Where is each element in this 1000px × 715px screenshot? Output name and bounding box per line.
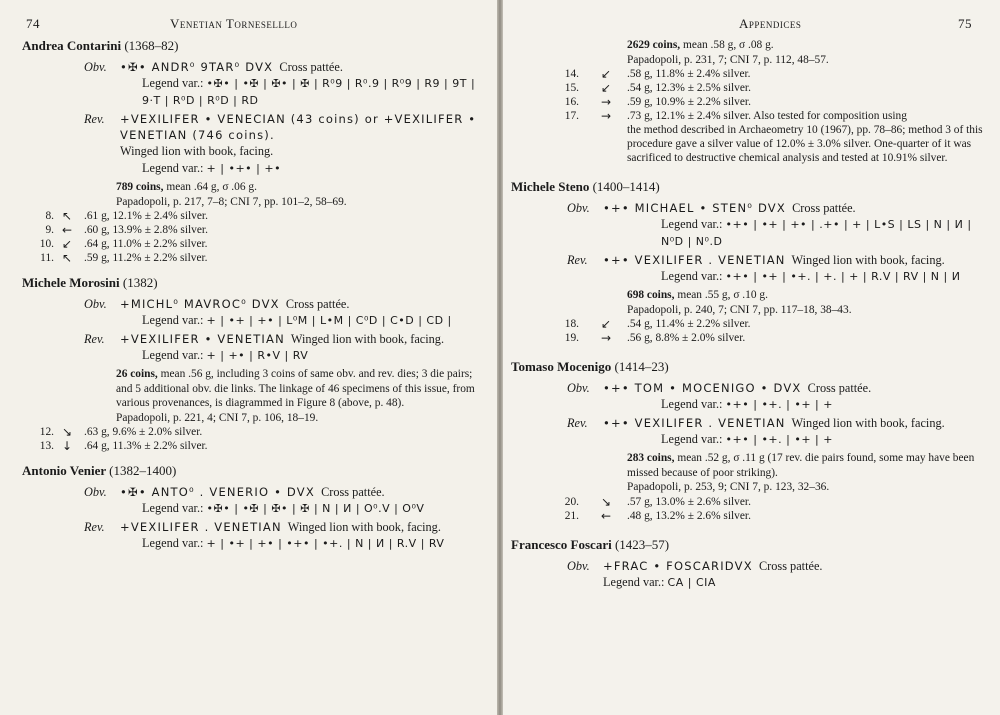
die-axis-arrow-icon: ↙ (601, 317, 612, 331)
hoard-summary (627, 38, 988, 53)
reverse-inscription: •+• VEXILIFER . VENETIAN (603, 416, 786, 430)
obverse-inscription: •+• TOM • MOCENIGO • DVX (603, 381, 802, 395)
reverse-label: Rev. (567, 253, 588, 267)
reverse-line (22, 331, 483, 347)
specimen-value: .59 g, 11.2% ± 2.2% silver. (84, 252, 208, 264)
specimen-row (511, 109, 988, 123)
obverse-description: Cross pattée. (279, 60, 343, 74)
die-axis-arrow-icon: ↓ (62, 439, 73, 453)
reverse-legend-variants (142, 160, 483, 177)
obverse-inscription: •✠• ANTO⁰ . VENERIO • DVX (120, 485, 315, 499)
reverse-inscription: •+• VEXILIFER . VENETIAN (603, 253, 786, 267)
ruler-dates: (1382) (122, 275, 158, 290)
ruler-heading (22, 38, 483, 54)
obverse-line (511, 558, 988, 574)
legend-label: Legend var.: (142, 501, 204, 515)
reverse-label: Rev. (84, 112, 105, 126)
specimen-number: 20. (564, 495, 579, 508)
specimen-row (22, 237, 483, 251)
legend-values: •✠• | •✠ | ✠• | ✠ | R⁰9 | R⁰.9 | R⁰9 | R9 | 9T | 9·T | R⁰D | R⁰D | RD (142, 77, 476, 107)
right-page (503, 0, 1000, 715)
coin-stats: mean .55 g, σ .10 g. (677, 289, 768, 301)
legend-values: + | •+ | +• | •+• | •+. | N | И | R.V | RV (206, 537, 445, 550)
ruler-heading (511, 537, 988, 553)
coin-count: 26 coins, (116, 368, 158, 380)
specimen-value: .58 g, 11.8% ± 2.4% silver. (627, 68, 751, 80)
specimen-number: 13. (39, 440, 54, 452)
reverse-label: Rev. (84, 520, 105, 534)
legend-label: Legend var.: (142, 536, 204, 550)
ruler-dates: (1414–23) (614, 359, 669, 374)
legend-values: •+• | •+. | •+ | + (725, 433, 833, 446)
specimen-number: 8. (45, 210, 54, 222)
legend-label: Legend var.: (142, 313, 204, 327)
reverse-line (511, 252, 988, 268)
ruler-dates: (1423–57) (614, 536, 670, 552)
die-axis-arrow-icon: ← (62, 223, 73, 237)
specimen-value: .54 g, 11.4% ± 2.2% silver. (627, 318, 751, 330)
ruler-name: Michele Morosini (22, 275, 120, 290)
obverse-legend-variants (661, 216, 988, 250)
specimen-row (22, 425, 483, 439)
specimen-number: 18. (564, 318, 579, 330)
reverse-legend-variants (142, 535, 483, 552)
legend-values: •+• | •+. | •+ | + (725, 398, 833, 411)
reverse-inscription: +VEXILIFER • VENETIAN (120, 332, 285, 346)
specimen-list (511, 317, 988, 345)
legend-values: •+• | •+ | •+. | +. | + | R.V | RV | N | И (725, 270, 961, 283)
specimen-value: .54 g, 12.3% ± 2.5% silver. (627, 82, 751, 94)
ruler-heading (511, 359, 988, 375)
catalog-reference: Papadopoli, p. 221, 4; CNI 7, p. 106, 18–19. (116, 411, 319, 424)
die-axis-arrow-icon: ← (601, 508, 612, 523)
obverse-description: Cross pattée. (807, 381, 872, 395)
coin-count: 283 coins, (627, 452, 675, 464)
specimen-list (511, 495, 988, 523)
coin-count: 2629 coins, (627, 39, 681, 51)
reverse-legend-variants (661, 431, 988, 448)
specimen-number: 9. (45, 224, 54, 236)
hoard-summary (627, 451, 988, 480)
page-number: 74 (26, 16, 40, 31)
running-head (511, 14, 988, 38)
obverse-legend-variants (661, 396, 988, 413)
ruler-dates: (1382–1400) (109, 463, 177, 478)
obverse-label: Obv. (567, 201, 590, 215)
reverse-line (22, 111, 483, 143)
reverse-line (511, 415, 988, 431)
die-axis-arrow-icon: → (601, 95, 612, 109)
specimen-value: .57 g, 13.0% ± 2.6% silver. (627, 495, 751, 508)
specimen-number: 16. (564, 96, 579, 108)
specimen-number: 21. (564, 509, 579, 522)
reverse-label: Rev. (84, 332, 105, 346)
legend-values: •+• | •+ | +• | .+• | + | L•S | LS | N | И | N⁰D | N⁰.D (661, 218, 972, 248)
reverse-description: Winged lion with book, facing. (791, 253, 945, 267)
die-axis-arrow-icon: ↙ (62, 237, 73, 251)
die-axis-arrow-icon: ↘ (601, 494, 612, 509)
specimen-row (22, 439, 483, 453)
die-axis-arrow-icon: ↖ (62, 251, 73, 265)
running-title: Venetian Torneselllo (170, 16, 298, 31)
obverse-legend-variants (142, 75, 483, 109)
obverse-line (22, 296, 483, 312)
reverse-description: Winged lion with book, facing. (120, 144, 274, 158)
reverse-legend-variants (661, 268, 988, 285)
ruler-section (511, 537, 988, 591)
die-axis-arrow-icon: → (601, 331, 612, 345)
specimen-list (511, 67, 988, 123)
running-head (22, 14, 483, 38)
specimen-row (511, 331, 988, 345)
ruler-section (511, 179, 988, 345)
hoard-summary (116, 367, 483, 411)
legend-label: Legend var.: (661, 432, 723, 446)
ruler-name: Francesco Foscari (511, 536, 612, 552)
reverse-inscription: +VEXILIFER • VENECIAN (43 coins) or +VEXILIFER • VENETIAN (746 coins). (120, 112, 477, 142)
specimen-row (511, 509, 988, 523)
legend-values: + | +• | R•V | RV (206, 349, 309, 362)
coin-stats: mean .58 g, σ .08 g. (683, 39, 774, 51)
specimen-list (22, 209, 483, 265)
reverse-description: Winged lion with book, facing. (791, 416, 945, 430)
specimen-value: .63 g, 9.6% ± 2.0% silver. (84, 426, 203, 438)
obverse-label: Obv. (84, 485, 107, 499)
specimen-row (511, 81, 988, 95)
specimen-number: 11. (40, 252, 54, 264)
reverse-description: Winged lion with book, facing. (287, 520, 441, 534)
coin-stats: mean .56 g, including 3 coins of same obv. and rev. dies; 3 die pairs; and 5 additional obv. die links. The linkage of 46 specimens of this issue, from various provenances, is diagrammed in Figure 8 (above, p. 48). (116, 368, 475, 409)
catalog-reference: Papadopoli, p. 231, 7; CNI 7, p. 112, 48–57. (627, 53, 829, 66)
ruler-name: Michele Steno (511, 179, 590, 194)
page-number: 75 (958, 16, 972, 31)
specimen-number: 14. (564, 68, 579, 80)
obverse-label: Obv. (567, 381, 590, 395)
die-axis-arrow-icon: ↘ (62, 425, 73, 439)
obverse-line (511, 380, 988, 396)
obverse-line (511, 200, 988, 216)
obverse-label: Obv. (567, 558, 590, 573)
coin-count: 789 coins, (116, 181, 164, 193)
ruler-heading (511, 179, 988, 195)
specimen-value: .73 g, 12.1% ± 2.4% silver. Also tested for composition using (627, 110, 907, 122)
ruler-dates: (1400–1414) (592, 179, 660, 194)
catalog-reference: Papadopoli, p. 253, 9; CNI 7, p. 123, 32–36. (627, 481, 830, 493)
specimen-value: .64 g, 11.3% ± 2.2% silver. (84, 440, 208, 452)
catalog-reference: Papadopoli, p. 217, 7–8; CNI 7, pp. 101–2, 58–69. (116, 195, 347, 208)
obverse-line (22, 484, 483, 500)
legend-label: Legend var.: (661, 397, 723, 411)
obverse-description: Cross pattée. (321, 485, 385, 499)
left-page (0, 0, 497, 715)
legend-values: + | •+ | +• | L⁰M | L•M | C⁰D | C•D | CD | (206, 314, 452, 327)
specimen-number: 15. (564, 82, 579, 94)
obverse-description: Cross pattée. (792, 201, 856, 215)
reverse-description: Winged lion with book, facing. (290, 332, 445, 346)
ruler-section (22, 275, 483, 453)
specimen-number: 12. (39, 426, 54, 438)
obverse-legend-variants (142, 500, 483, 517)
running-title: Appendices (739, 16, 802, 31)
specimen-number: 17. (564, 110, 579, 122)
specimen-list (22, 425, 483, 453)
die-axis-arrow-icon: → (601, 109, 612, 123)
specimen-note: the method described in Archaeometry 10 (1967), pp. 78–86; method 3 of this procedure gave a silver value of 12.0% ± 3.0% silver. One-quarter of it was sacrificed to destructive chemical analysis and tested at 10.91% silver. (627, 124, 983, 164)
ruler-name: Tomaso Mocenigo (511, 359, 612, 374)
ruler-dates: (1368–82) (124, 38, 179, 53)
ruler-heading (22, 463, 483, 479)
specimen-value: .48 g, 13.2% ± 2.6% silver. (627, 509, 751, 522)
specimen-row (22, 223, 483, 237)
hoard-summary (627, 288, 988, 303)
obverse-description: Cross pattée. (758, 558, 823, 573)
legend-values: + | •+• | +• (206, 162, 282, 175)
coin-stats: mean .64 g, σ .06 g. (166, 181, 257, 193)
ruler-section (511, 359, 988, 523)
legend-label: Legend var.: (661, 217, 723, 231)
specimen-value: .61 g, 12.1% ± 2.4% silver. (84, 210, 208, 222)
legend-label: Legend var.: (142, 348, 204, 362)
specimen-number: 10. (39, 238, 54, 250)
reverse-label: Rev. (567, 416, 588, 430)
specimen-row (511, 495, 988, 509)
obverse-inscription: •+• MICHAEL • STEN⁰ DVX (603, 201, 786, 215)
specimen-number: 19. (564, 332, 579, 344)
legend-label: Legend var.: (603, 574, 665, 589)
obverse-legend-variants (142, 312, 483, 329)
ruler-name: Andrea Contarini (22, 38, 122, 53)
obverse-inscription: +FRAC • FOSCARIDVX (603, 558, 753, 573)
reverse-legend-variants (142, 347, 483, 364)
coin-count: 698 coins, (627, 289, 675, 301)
specimen-row (511, 67, 988, 81)
specimen-row (511, 317, 988, 331)
obverse-inscription: +MICHL⁰ MAVROC⁰ DVX (120, 297, 280, 311)
ruler-name: Antonio Venier (22, 463, 106, 478)
ruler-section (22, 463, 483, 552)
reverse-line (22, 519, 483, 535)
die-axis-arrow-icon: ↙ (601, 67, 612, 81)
obverse-label: Obv. (84, 60, 107, 74)
catalog-reference: Papadopoli, p. 240, 7; CNI 7, pp. 117–18, 38–43. (627, 303, 852, 316)
coin-stats: mean .52 g, σ .11 g (17 rev. die pairs found, some may have been missed because of poor striking). (627, 452, 975, 479)
reverse-inscription: +VEXILIFER . VENETIAN (120, 520, 282, 534)
legend-label: Legend var.: (142, 161, 204, 175)
legend-values: CA | CIA (667, 575, 716, 589)
die-axis-arrow-icon: ↙ (601, 81, 612, 95)
obverse-label: Obv. (84, 297, 107, 311)
obverse-line (22, 59, 483, 75)
specimen-row (22, 209, 483, 223)
specimen-value: .56 g, 8.8% ± 2.0% silver. (627, 332, 746, 344)
specimen-row (511, 95, 988, 109)
legend-label: Legend var.: (142, 76, 204, 90)
specimen-value: .60 g, 13.9% ± 2.8% silver. (84, 224, 208, 236)
ruler-section (22, 38, 483, 265)
legend-values: •✠• | •✠ | ✠• | ✠ | N | И | O⁰.V | O⁰V (206, 502, 425, 515)
obverse-description: Cross pattée. (285, 297, 350, 311)
obverse-inscription: •✠• ANDR⁰ 9TAR⁰ DVX (120, 60, 274, 74)
ruler-heading (22, 275, 483, 291)
specimen-value: .59 g, 10.9% ± 2.2% silver. (627, 96, 751, 108)
specimen-row (22, 251, 483, 265)
hoard-summary (116, 180, 483, 195)
legend-label: Legend var.: (661, 269, 723, 283)
obverse-legend-variants (603, 574, 988, 591)
continued-section (511, 38, 988, 165)
die-axis-arrow-icon: ↖ (62, 209, 73, 223)
specimen-value: .64 g, 11.0% ± 2.2% silver. (84, 238, 208, 250)
